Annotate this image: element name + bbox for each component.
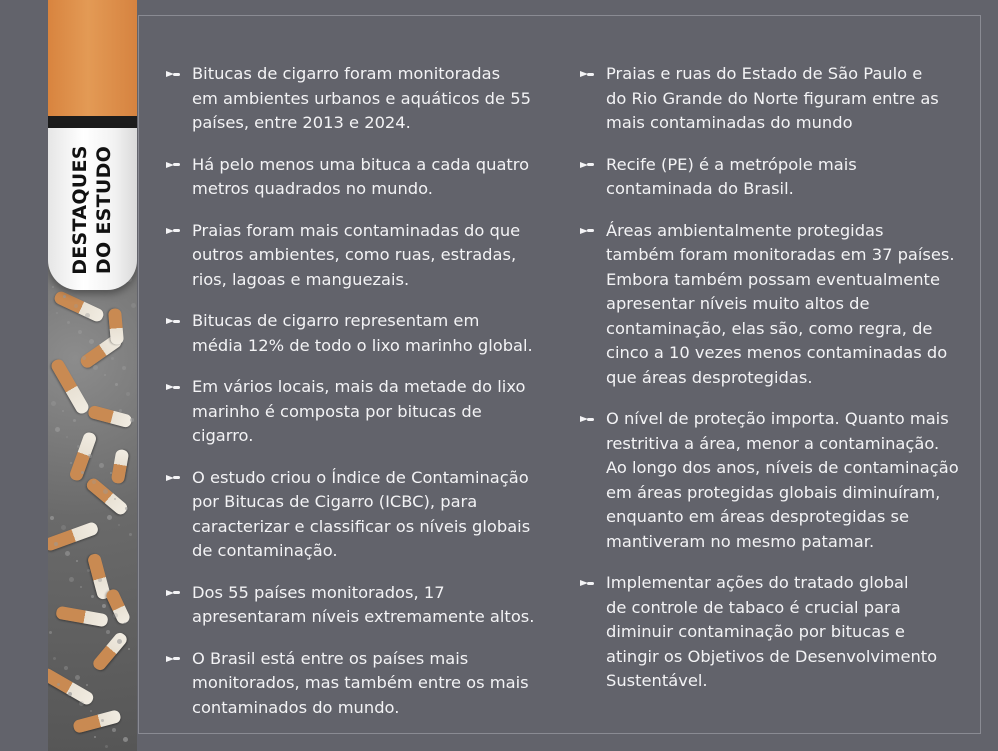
list-item-line: contaminação, elas são, como regra, de bbox=[606, 318, 933, 338]
cigarette-butt bbox=[55, 606, 108, 628]
sand-grain bbox=[89, 339, 94, 344]
cigarette-band bbox=[48, 116, 137, 128]
list-item-line: de contaminação. bbox=[192, 541, 338, 560]
sand-grain bbox=[64, 666, 68, 670]
list-item-line: enquanto em áreas desprotegidas se bbox=[606, 507, 910, 526]
list-item-line: Áreas ambientalmente protegidas bbox=[606, 220, 884, 240]
list-item-line: O estudo criou o Índice de Contaminação bbox=[192, 467, 529, 487]
cigarette-bullet-icon bbox=[580, 578, 595, 588]
list-item-line: países, entre 2013 e 2024. bbox=[192, 113, 411, 132]
list-item-line: que áreas desprotegidas. bbox=[606, 367, 813, 387]
list-item-line: média 12% de todo o lixo marinho global. bbox=[192, 335, 533, 355]
list-item-line: Embora também possam eventualmente bbox=[606, 269, 940, 289]
list-item-line: de controle de tabaco é crucial para bbox=[606, 597, 901, 617]
list-item-line: Bitucas de cigarro foram monitoradas bbox=[192, 64, 501, 83]
list-item-line: mantiveram no mesmo patamar. bbox=[606, 531, 875, 551]
sand-grain bbox=[104, 374, 106, 376]
sand-grain bbox=[69, 577, 74, 582]
list-item-line: rios, lagoas e manguezais. bbox=[192, 269, 410, 289]
sand-grain bbox=[61, 525, 66, 530]
sand-grain bbox=[78, 330, 82, 334]
list-item-line: caracterizar e classificar os níveis globais bbox=[192, 516, 531, 536]
list-item-line: Bitucas de cigarro representam em bbox=[192, 311, 480, 330]
sand-grain bbox=[77, 445, 80, 448]
sand-grain bbox=[99, 463, 104, 468]
list-item-line: Praias e ruas do Estado de São Paulo e bbox=[606, 64, 923, 83]
sidebar-title-line2: DO ESTUDO bbox=[93, 145, 115, 275]
left-column bbox=[166, 62, 546, 720]
cigarette-bullet-icon bbox=[166, 382, 181, 392]
list-item-line: Há pelo menos uma bituca a cada quatro bbox=[192, 154, 530, 174]
cigarette-butts-photo bbox=[48, 260, 137, 751]
sand-grain bbox=[74, 304, 78, 308]
list-item bbox=[166, 309, 546, 358]
list-item-line: cinco a 10 vezes menos contaminadas do bbox=[606, 343, 948, 362]
cigarette-butt bbox=[111, 449, 130, 485]
list-item-line: do Rio Grande do Norte figuram entre as bbox=[606, 88, 939, 108]
sand-grain bbox=[79, 701, 84, 706]
cigarette-butt bbox=[91, 630, 129, 672]
sand-grain bbox=[122, 366, 126, 370]
cigarette-butt bbox=[48, 666, 95, 706]
cigarette-butt bbox=[48, 521, 100, 552]
list-item-line: metros quadrados no mundo. bbox=[192, 179, 433, 198]
sand-grain bbox=[57, 683, 60, 686]
list-item-line: monitorados, mas também entre os mais bbox=[192, 673, 529, 692]
list-item-line: em ambientes urbanos e aquáticos de 55 bbox=[192, 88, 531, 108]
cigarette-banner bbox=[48, 0, 137, 751]
sand-grain bbox=[119, 409, 122, 412]
sand-grain bbox=[76, 560, 78, 562]
cigarette-bullet-icon bbox=[166, 316, 181, 326]
cigarette-bullet-icon bbox=[166, 69, 181, 79]
list-item-line: Implementar ações do tratado global bbox=[606, 573, 909, 592]
sand-grain bbox=[126, 392, 130, 396]
list-item bbox=[166, 375, 546, 449]
cigarette-bullet-icon bbox=[166, 654, 181, 664]
list-item bbox=[580, 219, 970, 391]
list-item-line: O nível de proteção importa. Quanto mais bbox=[606, 409, 949, 428]
sand-grain bbox=[114, 498, 116, 500]
sidebar-title bbox=[48, 128, 137, 290]
sand-grain bbox=[118, 524, 120, 526]
sand-grain bbox=[123, 737, 128, 742]
cigarette-bullet-icon bbox=[580, 414, 595, 424]
sand-grain bbox=[111, 357, 114, 360]
sand-grain bbox=[113, 613, 118, 618]
sand-grain bbox=[103, 489, 108, 494]
sand-grain bbox=[75, 675, 80, 680]
list-item-line: mais contaminadas do mundo bbox=[606, 113, 853, 132]
sand-grain bbox=[73, 419, 76, 422]
sand-grain bbox=[92, 480, 96, 484]
list-item bbox=[166, 219, 546, 293]
sand-grain bbox=[51, 401, 56, 406]
sand-grain bbox=[85, 313, 90, 318]
cigarette-bullet-icon bbox=[166, 160, 181, 170]
cigarette-butt bbox=[108, 308, 124, 345]
list-item-line: Dos 55 países monitorados, 17 bbox=[192, 582, 445, 602]
cigarette-butt bbox=[105, 587, 132, 625]
cigarette-bullet-icon bbox=[580, 226, 595, 236]
list-item-line: Em vários locais, mais da metade do lixo bbox=[192, 377, 526, 396]
sand-grain bbox=[50, 516, 54, 520]
sand-grain bbox=[101, 719, 104, 722]
list-item-line: Ao longo dos anos, níveis de contaminação bbox=[606, 458, 959, 477]
right-column bbox=[580, 62, 970, 694]
sand-grain bbox=[125, 507, 128, 510]
list-item-line: diminuir contaminação por bitucas e bbox=[606, 622, 905, 641]
sand-grain bbox=[93, 365, 98, 370]
sand-grain bbox=[53, 657, 56, 660]
sand-grain bbox=[55, 427, 60, 432]
sand-grain bbox=[56, 312, 58, 314]
sand-grain bbox=[63, 295, 66, 298]
list-item bbox=[580, 407, 970, 554]
sand-grain bbox=[70, 462, 72, 464]
list-item-line: contaminados do mundo. bbox=[192, 697, 400, 717]
sand-grain bbox=[94, 736, 96, 738]
list-item-line: outros ambientes, como ruas, estradas, bbox=[192, 245, 517, 264]
list-item bbox=[166, 153, 546, 202]
sand-grain bbox=[82, 356, 86, 360]
list-item-line: em áreas protegidas globais diminuíram, bbox=[606, 482, 941, 502]
cigarette-butt bbox=[68, 431, 97, 482]
list-item-line: apresentar níveis muito altos de bbox=[606, 294, 870, 313]
sidebar-title-line1: DESTAQUES bbox=[69, 145, 91, 275]
sand-grain bbox=[106, 630, 110, 634]
list-item bbox=[166, 647, 546, 721]
sand-grain bbox=[66, 436, 68, 438]
list-item bbox=[166, 581, 546, 630]
list-item bbox=[580, 62, 970, 136]
cigarette-bullet-icon bbox=[580, 69, 595, 79]
sand-grain bbox=[80, 586, 82, 588]
sand-grain bbox=[98, 578, 102, 582]
cigarette-filter bbox=[48, 0, 137, 116]
sand-grain bbox=[62, 410, 64, 412]
sand-grain bbox=[65, 551, 70, 556]
list-item bbox=[166, 62, 546, 136]
list-item bbox=[580, 571, 970, 694]
sand-grain bbox=[115, 383, 118, 386]
sand-grain bbox=[107, 515, 112, 520]
list-item-line: Sustentável. bbox=[606, 671, 708, 690]
list-item-line: restritiva a área, menor a contaminação. bbox=[606, 433, 940, 453]
list-item-line: contaminada do Brasil. bbox=[606, 179, 794, 198]
sand-grain bbox=[87, 569, 90, 572]
list-item-line: apresentaram níveis extremamente altos. bbox=[192, 607, 535, 626]
list-item-line: por Bitucas de Cigarro (ICBC), para bbox=[192, 492, 478, 511]
list-item bbox=[580, 153, 970, 202]
sand-grain bbox=[110, 472, 112, 474]
cigarette-bullet-icon bbox=[166, 226, 181, 236]
cigarette-butt bbox=[53, 290, 106, 324]
sand-grain bbox=[128, 648, 130, 650]
sand-grain bbox=[49, 631, 52, 634]
sand-grain bbox=[90, 710, 92, 712]
sand-grain bbox=[67, 321, 70, 324]
sand-grain bbox=[88, 454, 92, 458]
sand-grain bbox=[124, 622, 126, 624]
sand-grain bbox=[54, 542, 58, 546]
list-item-line: também foram monitoradas em 37 países. bbox=[606, 245, 955, 264]
sand-grain bbox=[112, 728, 116, 732]
sand-grain bbox=[129, 533, 132, 536]
sand-grain bbox=[102, 604, 106, 608]
sand-grain bbox=[131, 303, 136, 308]
sand-grain bbox=[81, 471, 84, 474]
sand-grain bbox=[91, 595, 94, 598]
sand-grain bbox=[100, 348, 102, 350]
sand-grain bbox=[105, 745, 108, 748]
sand-grain bbox=[117, 639, 122, 644]
list-item-line: atingir os Objetivos de Desenvolvimento bbox=[606, 646, 938, 666]
list-item-line: Recife (PE) é a metrópole mais bbox=[606, 154, 857, 174]
sand-grain bbox=[130, 418, 134, 422]
sand-grain bbox=[86, 684, 88, 686]
cigarette-bullet-icon bbox=[166, 473, 181, 483]
list-item bbox=[166, 466, 546, 564]
list-item-line: Praias foram mais contaminadas do que bbox=[192, 220, 521, 240]
cigarette-bullet-icon bbox=[580, 160, 595, 170]
sand-grain bbox=[68, 692, 72, 696]
list-item-line: O Brasil está entre os países mais bbox=[192, 648, 469, 668]
list-item-line: marinho é composta por bitucas de cigarro. bbox=[192, 401, 482, 445]
cigarette-bullet-icon bbox=[166, 588, 181, 598]
cigarette-butt bbox=[87, 405, 133, 429]
